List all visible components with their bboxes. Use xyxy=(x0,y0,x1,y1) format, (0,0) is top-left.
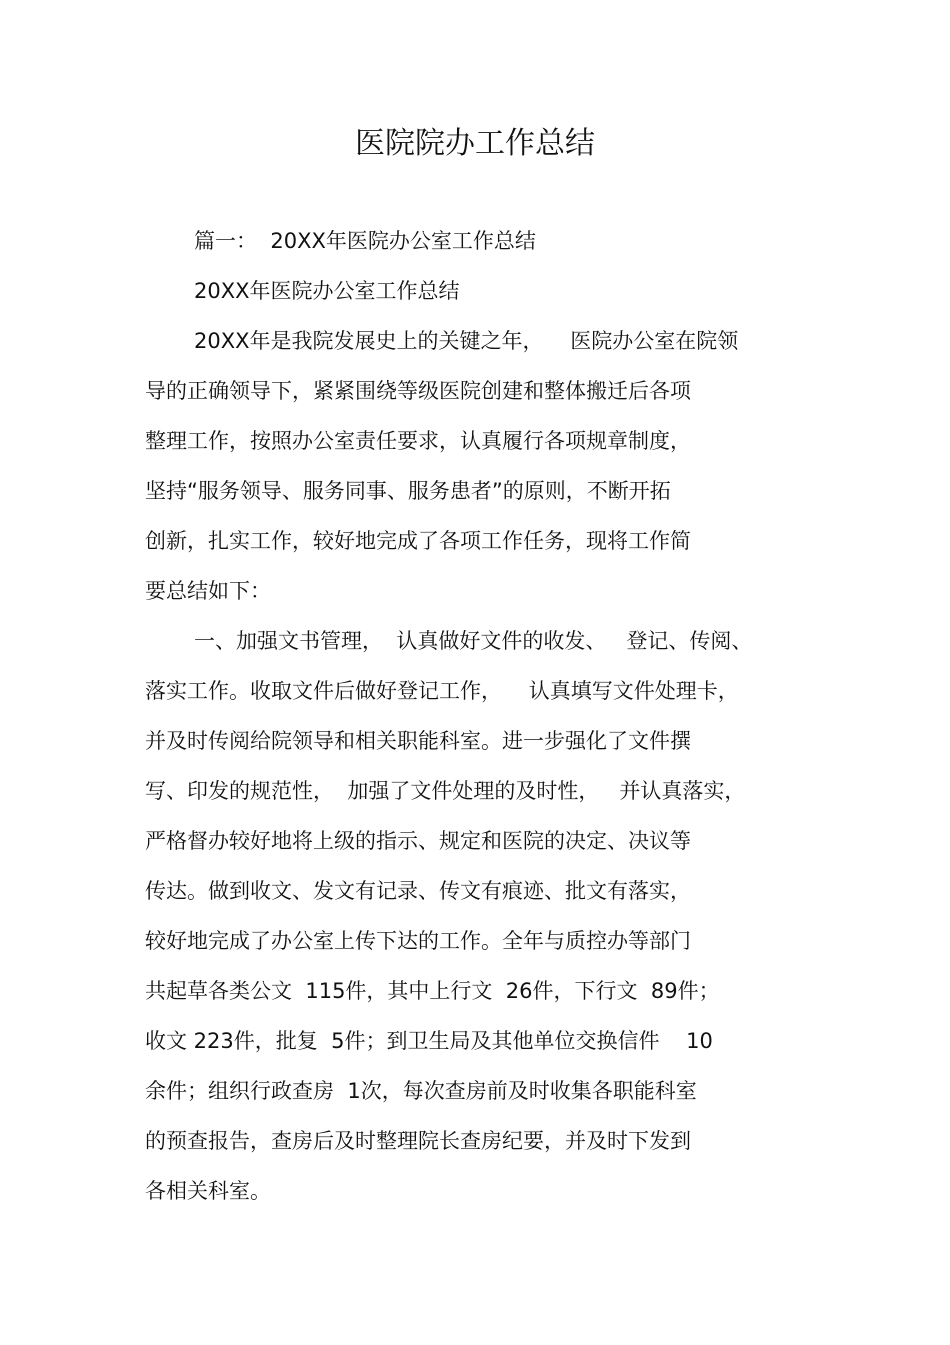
document-title: 医院院办工作总结 xyxy=(355,126,595,161)
body-line: 各相关科室。 xyxy=(145,1179,271,1203)
body-line: 20XX年医院办公室工作总结 xyxy=(194,279,460,303)
body-line: 20XX年是我院发展史上的关键之年， 医院办公室在院领 xyxy=(194,329,739,353)
body-line: 导的正确领导下，紧紧围绕等级医院创建和整体搬迁后各项 xyxy=(145,379,691,403)
body-line: 传达。做到收文、发文有记录、传文有痕迹、批文有落实， xyxy=(145,879,691,903)
body-line: 写、印发的规范性， 加强了文件处理的及时性， 并认真落实， xyxy=(145,779,746,803)
body-line: 整理工作，按照办公室责任要求，认真履行各项规章制度， xyxy=(145,429,691,453)
body-line: 收文 223件，批复 5件；到卫生局及其他单位交换信件 10 xyxy=(145,1029,713,1053)
body-line: 余件；组织行政查房 1次，每次查房前及时收集各职能科室 xyxy=(145,1079,697,1103)
body-line: 坚持“服务领导、服务同事、服务患者”的原则，不断开拓 xyxy=(145,479,671,503)
body-line: 严格督办较好地将上级的指示、规定和医院的决定、决议等 xyxy=(145,829,691,853)
body-line: 的预查报告，查房后及时整理院长查房纪要，并及时下发到 xyxy=(145,1129,691,1153)
body-line: 篇一： 20XX年医院办公室工作总结 xyxy=(194,229,536,253)
body-line: 一、加强文书管理， 认真做好文件的收发、 登记、传阅、 xyxy=(194,629,753,653)
body-line: 落实工作。收取文件后做好登记工作， 认真填写文件处理卡， xyxy=(145,679,739,703)
body-line: 创新，扎实工作，较好地完成了各项工作任务，现将工作简 xyxy=(145,529,691,553)
body-line: 较好地完成了办公室上传下达的工作。全年与质控办等部门 xyxy=(145,929,691,953)
body-line: 并及时传阅给院领导和相关职能科室。进一步强化了文件撰 xyxy=(145,729,691,753)
body-line: 共起草各类公文 115件，其中上行文 26件，下行文 89件； xyxy=(145,979,720,1003)
body-line: 要总结如下： xyxy=(145,579,271,603)
